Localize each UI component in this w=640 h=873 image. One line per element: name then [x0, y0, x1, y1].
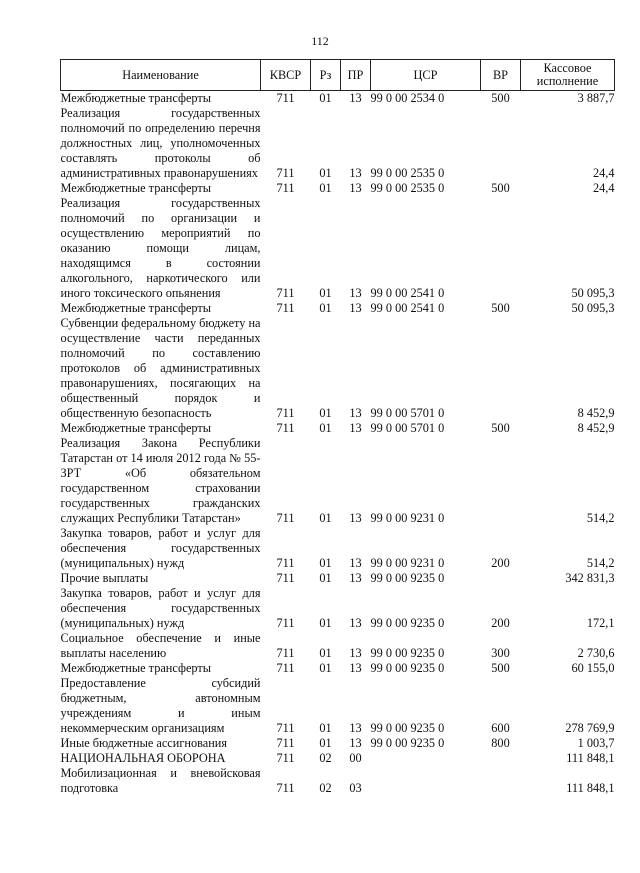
row-rz: 01	[319, 301, 332, 315]
row-pr: 13	[349, 181, 362, 195]
row-csr: 99 0 00 9235 0	[370, 736, 445, 750]
row-pr: 13	[349, 646, 362, 660]
row-rz: 02	[319, 781, 332, 795]
row-name: Межбюджетные трансферты	[60, 181, 212, 195]
row-vr	[481, 196, 521, 301]
row-pr: 13	[349, 721, 362, 735]
row-pr: 03	[349, 781, 362, 795]
row-rz: 01	[319, 181, 332, 195]
table-row	[61, 571, 615, 586]
header-kvsr: КВСР	[261, 60, 311, 91]
table-row	[61, 766, 615, 796]
row-pr: 13	[349, 616, 362, 630]
row-vr: 500	[491, 421, 510, 435]
row-kvsr: 711	[276, 571, 295, 585]
row-rz: 01	[319, 166, 332, 180]
row-csr: 99 0 00 9231 0	[370, 556, 445, 570]
row-amount: 278 769,9	[565, 721, 615, 735]
row-pr: 13	[349, 406, 362, 420]
row-kvsr: 711	[276, 406, 295, 420]
row-amount: 24,4	[592, 166, 615, 180]
table-row	[61, 586, 615, 631]
row-amount: 514,2	[586, 511, 615, 525]
row-rz: 01	[319, 646, 332, 660]
row-vr	[481, 571, 521, 586]
table-row	[61, 661, 615, 676]
row-csr: 99 0 00 9235 0	[370, 646, 445, 660]
row-csr: 99 0 00 2535 0	[370, 166, 445, 180]
row-amount: 50 095,3	[571, 301, 615, 315]
row-kvsr: 711	[276, 781, 295, 795]
table-body	[61, 91, 615, 797]
row-kvsr: 711	[276, 751, 295, 765]
row-rz: 01	[319, 721, 332, 735]
table-row	[61, 106, 615, 181]
row-csr: 99 0 00 5701 0	[370, 406, 445, 420]
table-row	[61, 181, 615, 196]
row-name: Межбюджетные трансферты	[60, 301, 212, 315]
row-csr	[371, 751, 481, 766]
row-kvsr: 711	[276, 511, 295, 525]
row-name: Межбюджетные трансферты	[60, 91, 212, 105]
row-amount: 24,4	[592, 181, 615, 195]
row-amount: 172,1	[586, 616, 615, 630]
row-csr: 99 0 00 2541 0	[370, 301, 445, 315]
row-vr	[481, 316, 521, 421]
row-csr: 99 0 00 9235 0	[370, 661, 445, 675]
row-amount: 8 452,9	[577, 406, 615, 420]
budget-table	[60, 59, 615, 796]
header-csr: ЦСР	[371, 60, 481, 91]
table-row	[61, 436, 615, 526]
row-kvsr: 711	[276, 736, 295, 750]
row-csr: 99 0 00 2534 0	[370, 91, 445, 105]
row-csr: 99 0 00 9235 0	[370, 721, 445, 735]
row-pr: 13	[349, 556, 362, 570]
row-pr: 13	[349, 286, 362, 300]
row-csr: 99 0 00 2541 0	[370, 286, 445, 300]
table-row	[61, 751, 615, 766]
row-amount: 342 831,3	[565, 571, 615, 585]
table-row	[61, 91, 615, 107]
table-row	[61, 631, 615, 661]
header-pr: ПР	[341, 60, 371, 91]
row-name: Субвенции федеральному бюджету на осуществление части переданных полномочий по составлению протоколов об административных правонарушениях, посягающих на общественный порядок и общественную безопасность	[60, 316, 261, 420]
row-csr: 99 0 00 9235 0	[370, 616, 445, 630]
table-row	[61, 526, 615, 571]
row-vr: 500	[491, 661, 510, 675]
row-csr: 99 0 00 5701 0	[370, 421, 445, 435]
page-number: 112	[311, 34, 329, 48]
row-kvsr: 711	[276, 556, 295, 570]
row-vr: 500	[491, 91, 510, 105]
row-amount: 514,2	[586, 556, 615, 570]
table-row	[61, 316, 615, 421]
row-vr: 800	[491, 736, 510, 750]
row-vr: 600	[491, 721, 510, 735]
row-amount: 111 848,1	[566, 781, 615, 795]
row-name: Закупка товаров, работ и услуг для обеспечения государственных (муниципальных) нужд	[60, 586, 261, 630]
row-name: Закупка товаров, работ и услуг для обеспечения государственных (муниципальных) нужд	[60, 526, 261, 570]
row-csr	[371, 766, 481, 796]
row-rz: 01	[319, 661, 332, 675]
row-vr	[481, 106, 521, 181]
row-amount: 60 155,0	[571, 661, 615, 675]
table-header	[61, 60, 615, 91]
row-kvsr: 711	[276, 181, 295, 195]
row-kvsr: 711	[276, 286, 295, 300]
table-row	[61, 421, 615, 436]
row-kvsr: 711	[276, 166, 295, 180]
row-name: Реализация государственных полномочий по определению перечня должностных лиц, уполномоченных составлять протоколы об административных правонарушениях	[60, 106, 261, 180]
row-name: Иные бюджетные ассигнования	[60, 736, 228, 750]
row-pr: 13	[349, 511, 362, 525]
row-amount: 50 095,3	[571, 286, 615, 300]
row-rz: 01	[319, 406, 332, 420]
row-csr: 99 0 00 2535 0	[370, 181, 445, 195]
row-name: Прочие выплаты	[60, 571, 149, 585]
row-kvsr: 711	[276, 616, 295, 630]
row-kvsr: 711	[276, 721, 295, 735]
row-pr: 13	[349, 736, 362, 750]
row-name: Реализация Закона Республики Татарстан от 14 июля 2012 года № 55-ЗРТ «Об обязательном государственном страховании государственных гражданских служащих Республики Татарстан»	[60, 436, 261, 525]
header-vr: ВР	[481, 60, 521, 91]
row-pr: 13	[349, 166, 362, 180]
row-rz: 01	[319, 286, 332, 300]
row-amount: 8 452,9	[577, 421, 615, 435]
row-rz: 01	[319, 511, 332, 525]
row-rz: 01	[319, 571, 332, 585]
row-rz: 01	[319, 736, 332, 750]
row-pr: 13	[349, 421, 362, 435]
row-vr	[481, 766, 521, 796]
row-kvsr: 711	[276, 301, 295, 315]
row-amount: 1 003,7	[577, 736, 615, 750]
row-vr: 500	[491, 301, 510, 315]
row-pr: 13	[349, 301, 362, 315]
row-rz: 01	[319, 91, 332, 105]
table-row	[61, 196, 615, 301]
row-name: Предоставление субсидий бюджетным, автономным учреждениям и иным некоммерческим организациям	[60, 676, 261, 735]
row-vr: 300	[491, 646, 510, 660]
row-vr	[481, 436, 521, 526]
header-rz: Рз	[311, 60, 341, 91]
header-amount: Кассовое исполнение	[521, 60, 615, 91]
row-rz: 01	[319, 421, 332, 435]
table-row	[61, 301, 615, 316]
row-pr: 13	[349, 571, 362, 585]
row-name: НАЦИОНАЛЬНАЯ ОБОРОНА	[60, 751, 226, 765]
row-kvsr: 711	[276, 661, 295, 675]
row-kvsr: 711	[276, 421, 295, 435]
row-amount: 111 848,1	[566, 751, 615, 765]
row-name: Мобилизационная и вневойсковая подготовка	[60, 766, 261, 795]
row-vr	[481, 751, 521, 766]
row-rz: 01	[319, 616, 332, 630]
row-rz: 02	[319, 751, 332, 765]
row-kvsr: 711	[276, 91, 295, 105]
row-pr: 00	[349, 751, 362, 765]
row-csr: 99 0 00 9235 0	[370, 571, 445, 585]
row-kvsr: 711	[276, 646, 295, 660]
table-row	[61, 676, 615, 736]
row-name: Межбюджетные трансферты	[60, 661, 212, 675]
row-vr: 200	[491, 616, 510, 630]
row-amount: 3 887,7	[577, 91, 615, 105]
row-vr: 200	[491, 556, 510, 570]
header-name: Наименование	[61, 60, 261, 91]
row-name: Реализация государственных полномочий по организации и осуществлению мероприятий по оказанию помощи лицам, находящимся в состоянии алкогольного, наркотического или иного токсического опьянения	[60, 196, 261, 300]
row-name: Межбюджетные трансферты	[60, 421, 212, 435]
row-rz: 01	[319, 556, 332, 570]
row-vr: 500	[491, 181, 510, 195]
row-amount: 2 730,6	[577, 646, 615, 660]
row-pr: 13	[349, 91, 362, 105]
table-row	[61, 736, 615, 751]
row-name: Социальное обеспечение и иные выплаты населению	[60, 631, 261, 660]
row-pr: 13	[349, 661, 362, 675]
row-csr: 99 0 00 9231 0	[370, 511, 445, 525]
